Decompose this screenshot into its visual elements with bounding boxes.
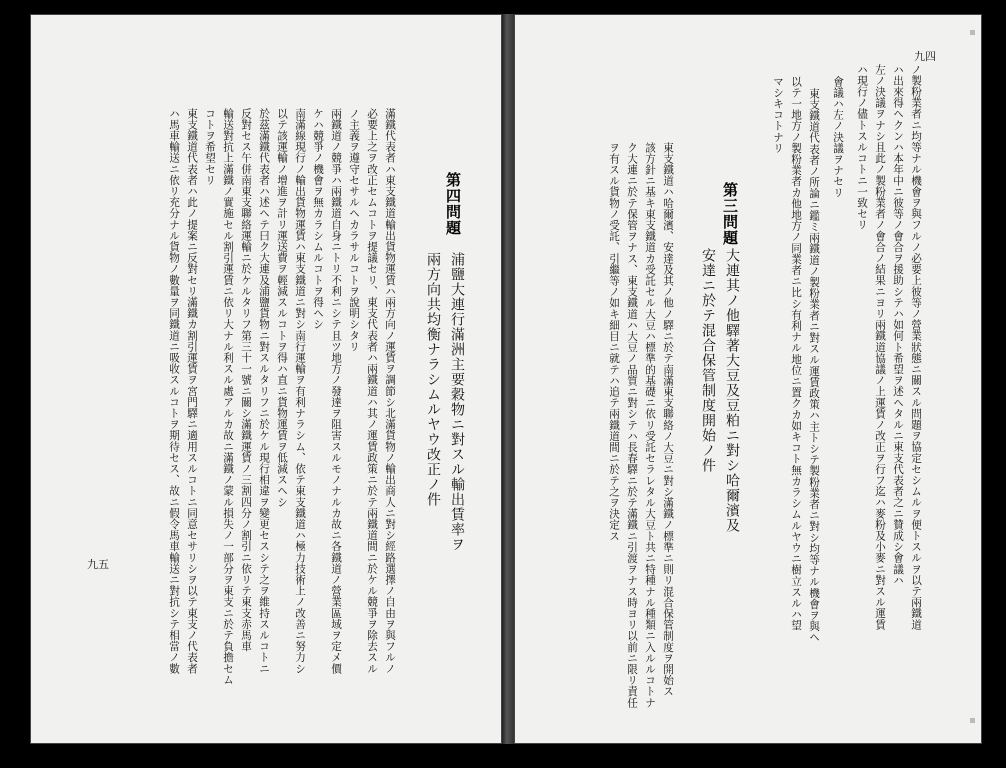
left-body-line: コトヲ希望セリ (204, 108, 216, 186)
right-section-label: 第三問題 (721, 182, 739, 246)
left-body-line: ケハ競爭ノ機會ヲ無カラシムルコトヲ得ヘシ (312, 108, 324, 330)
left-body-line: 滿鐵代表者ハ東支鐵道輸出貨物運賃ハ兩方向ノ運賃ヲ調節シ北滿貨物ノ輸出商人ニ對シ經路選擇ノ自由ヲ與フルノ (384, 108, 396, 675)
left-section-label: 第四問題 (444, 172, 462, 236)
left-body-line: 東支鐵道代表者ハ此ノ提案ニ反對セリ滿鐵カ割引運賃ヲ宮門驛ニ適用スルコトニ同意セサリシヲ以テ東支ノ代表者 (186, 108, 198, 675)
left-body-line: 以テ該運輸ノ增進ヲ計リ運送費ヲ輕減スルコトヲ得ハ直ニ貨物運賃ヲ低減スヘシ (276, 108, 288, 508)
right-body-line: ノ製粉業者ニ均等ナル機會ヲ與フルノ必要上彼等ノ營業狀態ニ關スル問題ヲ協定セシムルヲ便トスルヲ以テ兩鐵道 (910, 64, 922, 631)
right-title-line1: 大連其ノ他驛著大豆及豆粕ニ對シ哈爾濱及 (724, 248, 740, 533)
left-body-line: 輸送對抗上滿鐵ノ實施セル割引運賃ニ依リ大ナル利スル處アルカ故ニ滿鐵ノ蒙ル損失ノ一部分ヲ東支ニ於テ負擔セム (222, 108, 234, 686)
right-page-number: 九四 (914, 50, 936, 63)
right-body-line: ハ現行ノ儘トスルコトニ一致セリ (856, 64, 868, 231)
page-corner-mark (970, 30, 975, 35)
left-body-line: 於茲滿鐵代表者ハ述ヘテ曰ク大連及浦鹽貨物ニ對スルタリフニ於ケル現行相違ヲ變更セスシテ之ヲ維持スルコトニ (258, 108, 270, 675)
right-body-line: 會議ハ左ノ決議ヲナセリ (832, 76, 844, 199)
left-body-line: ノ主義ヲ遵守セサルヘカラサルコトヲ說明シタリ (348, 108, 360, 353)
left-title-line1: 浦鹽大連行滿洲主要穀物ニ對スル輸出賃率ヲ (449, 252, 465, 552)
right-body-line: ク大連ニ於テ保管ヲナス、東支鐵道ハ大豆ノ品質ニ對シテハ長春驛ニ於テ滿鐵ニ引渡ヲナス時ヨリ以前ニ限リ責任 (626, 142, 638, 709)
left-page-number: 九五 (87, 558, 109, 571)
right-body-line: ヲ有スル貨物ノ受託、引繼等ノ如キ細目ニ就テハ追テ兩鐵道間ニ於テ之ヲ決定ス (608, 142, 620, 542)
page-corner-mark (970, 718, 975, 723)
right-body-line: 該方針ニ基キ東支鐵道カ受託セル大豆ハ標準的基礎ニ依リ受託セラレタル大豆ト共ニ特種ナル種類ニ入ルルコトナ (644, 142, 656, 709)
right-title-line2: 安達ニ於テ混合保管制度開始ノ件 (700, 248, 716, 473)
right-body-line: 東支鐵道代表者ノ所論ニ鑑ミ兩鐵道ノ製粉業者ニ對スル運賃政策ハ主トシテ製粉業者ニ對シ均等ナル機會ヲ與ヘ (808, 88, 820, 643)
left-body-line: ハ馬車輸送ニ依リ充分ナル貨物ノ數量ヲ同鐵道ニ吸收スルコトヲ期待セス、故ニ假令馬車輸送ニ對抗シテ相當ノ數 (168, 108, 180, 675)
right-body-line: 東支鐵道ハ哈爾濱、安達及其ノ他ノ驛ニ於テ南滿東支聯絡ノ大豆ニ對シ滿鐵ノ標準ニ則リ混合保管制度ヲ開始ス (662, 142, 674, 697)
right-body-line: 左ノ決議ヲナシ且此ノ製粉業者ノ會合ノ結果ニヨリ兩鐵道協議ノ上運賃ノ改正ヲ行フ迄ハ麥粉及小麥ニ對スル運賃 (874, 64, 886, 631)
right-body-line: マシキコトナリ (772, 76, 784, 154)
left-body-line: 必要上之ヲ改正セムコトヲ提議セリ、東支代表者ハ兩鐵道ハ其ノ運賃政策ニ於テ兩鐵道間ニ於ケル競爭ヲ除去スル (366, 108, 378, 675)
left-body-line: 反對セス午併南東支聯絡運輸ニ於ケルタリフ第三十一號ニ關シ滿鐵運賃ノ三割四分ノ割引ニ依リテ東支赤馬車 (240, 108, 252, 652)
left-title-line2: 兩方向共均衡ナラシムルヤウ改正ノ件 (425, 252, 441, 507)
right-body-line: ハ出來得ヘクンハ本年中ニ彼等ノ會合ヲ援助シテハ如何ト希望ヲ述ヘタルニ東支代表者之ニ贊成シ會議ハ (892, 64, 904, 586)
left-body-line: 南滿線現行ノ輸出貨物運賃ハ東支鐵道ニ對シ南行運輸ヲ有利ナラシム、依テ東支鐵道ハ極力技術上ノ改善ニ努力シ (294, 108, 306, 675)
right-body-line: 以テ一地方ノ製粉業者カ他地方ノ同業者ニ比シ有利ナル地位ニ置クカ如キコト無カラシムルヤウニ樹立スルハ望 (790, 76, 802, 631)
left-body-line: 兩鐵道ノ競爭ハ兩鐵道自身ニトリ不利ニシテ且ツ地方ノ發達ヲ阻害スルモノナルカ故ニ各鐵道ノ營業區域ヲ定メ價 (330, 108, 342, 675)
book-gutter (502, 14, 514, 744)
